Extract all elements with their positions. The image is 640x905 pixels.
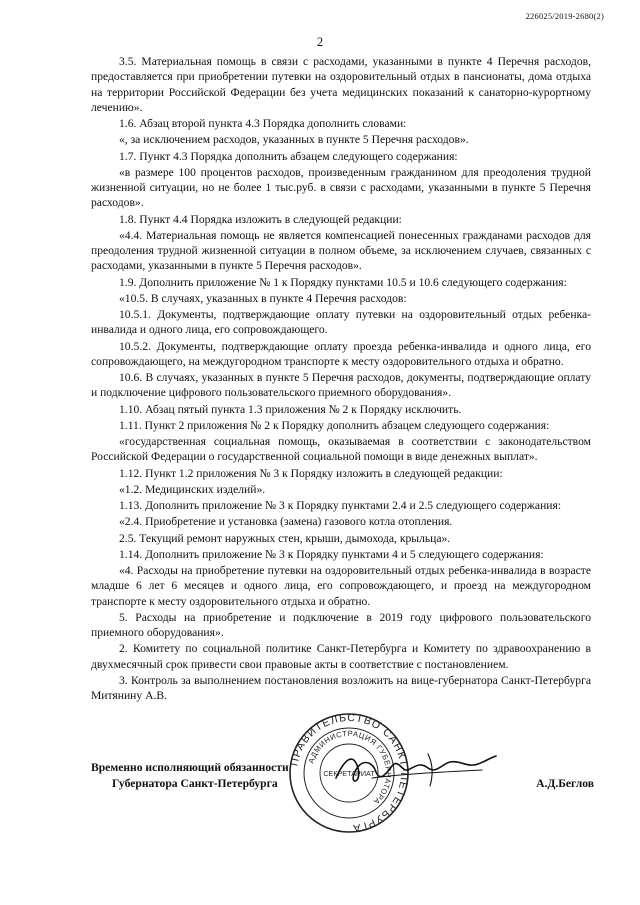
document-body — [91, 54, 591, 704]
paragraph: 2. Комитету по социальной политике Санкт-Петербурга и Комитету по здравоохранению в двухмесячный срок привести свои правовые акты в соответствие с постановлением. — [91, 642, 591, 671]
document-number: 226025/2019-2680(2) — [525, 11, 604, 21]
page-number: 2 — [316, 35, 324, 49]
paragraph: 5. Расходы на приобретение и подключение в 2019 году цифрового пользовательского приемного оборудования». — [91, 610, 591, 639]
paragraph: «4.4. Материальная помощь не является компенсацией понесенных гражданами расходов для преодоления трудной жизненной ситуации в полном объеме, за исключением случаев, связанных с расходами, указанными в пункте 5 Перечня расходов». — [91, 228, 591, 273]
paragraph: «, за исключением расходов, указанных в пункте 5 Перечня расходов». — [119, 133, 469, 147]
signatory-name: А.Д.Беглов — [536, 777, 594, 790]
paragraph: «10.5. В случаях, указанных в пункте 4 Перечня расходов: — [119, 291, 407, 305]
paragraph: «4. Расходы на приобретение путевки на оздоровительный отдых ребенка-инвалида в возрасте младше 6 лет 6 месяцев и одного лица, его сопровождающего, и проезд на междугородном транспорте к месту оздоровительного отдыха и обратно. — [91, 564, 591, 608]
paragraph: 2.5. Текущий ремонт наружных стен, крыши, дымохода, крыльца». — [119, 531, 451, 545]
paragraph: 1.13. Дополнить приложение № 3 к Порядку пунктами 2.4 и 2.5 следующего содержания: — [119, 499, 562, 512]
paragraph: 1.10. Абзац пятый пункта 1.3 приложения № 2 к Порядку исключить. — [119, 402, 462, 416]
seal-center-text: СЕКРЕТАРИАТ — [323, 769, 375, 778]
paragraph: 1.14. Дополнить приложение № 3 к Порядку пунктами 4 и 5 следующего содержания: — [119, 547, 544, 561]
paragraph: 10.6. В случаях, указанных в пункте 5 Перечня расходов, документы, подтверждающие оплату и подключение цифрового пользовательского приемного оборудования». — [91, 371, 591, 400]
paragraph: «государственная социальная помощь, оказываемая в соответствии с законодательством Российской Федерации о государственной социальной помощи в виде денежных выплат». — [91, 435, 591, 464]
seal-outer-text: ПРАВИТЕЛЬСТВО САНКТ-ПЕТЕРБУРГА — [288, 712, 410, 834]
handwritten-signature — [332, 748, 500, 792]
signatory-title-line2: Губернатора Санкт-Петербурга — [112, 777, 278, 790]
signatory-title-line1: Временно исполняющий обязанности — [91, 761, 289, 774]
paragraph: 3.5. Материальная помощь в связи с расходами, указанными в пункте 4 Перечня расходов, предоставляется при приобретении путевки на оздоровительный отдых в пансионаты, дома отдыха на территории Российской Федерации без учета медицинских показаний к санаторно-курортному лечению». — [91, 55, 591, 114]
seal-inner-text: АДМИНИСТРАЦИЯ ГУБЕРНАТОРА — [306, 728, 394, 807]
paragraph: «1.2. Медицинских изделий». — [119, 482, 266, 496]
paragraph: 1.6. Абзац второй пункта 4.3 Порядка дополнить словами: — [119, 117, 407, 130]
paragraph: «2.4. Приобретение и установка (замена) газового котла отопления. — [119, 515, 453, 529]
paragraph: 1.11. Пункт 2 приложения № 2 к Порядку дополнить абзацем следующего содержания: — [119, 418, 550, 432]
paragraph: 1.9. Дополнить приложение № 1 к Порядку пунктами 10.5 и 10.6 следующего содержания: — [119, 275, 567, 289]
paragraph: 1.8. Пункт 4.4 Порядка изложить в следующей редакции: — [119, 212, 402, 226]
paragraph: 1.7. Пункт 4.3 Порядка дополнить абзацем следующего содержания: — [119, 149, 458, 163]
paragraph: «в размере 100 процентов расходов, произведенным гражданином для преодоления трудной жизненной ситуации, но не более 1 тыс.руб. в связи с расходами, указанными в пункте 5 Перечня расходов». — [91, 165, 591, 210]
paragraph: 10.5.1. Документы, подтверждающие оплату путевки на оздоровительный отдых ребенка-инвалида и одного лица, его сопровождающего. — [91, 308, 591, 337]
paragraph: 10.5.2. Документы, подтверждающие оплату проезда ребенка-инвалида и одного лица, его сопровождающего, на междугородном транспорте к месту оздоровительного отдыха и обратно. — [91, 339, 591, 368]
paragraph: 3. Контроль за выполнением постановления возложить на вице-губернатора Санкт-Петербурга Митянину А.В. — [91, 673, 591, 702]
paragraph: 1.12. Пункт 1.2 приложения № 3 к Порядку изложить в следующей редакции: — [119, 466, 503, 480]
